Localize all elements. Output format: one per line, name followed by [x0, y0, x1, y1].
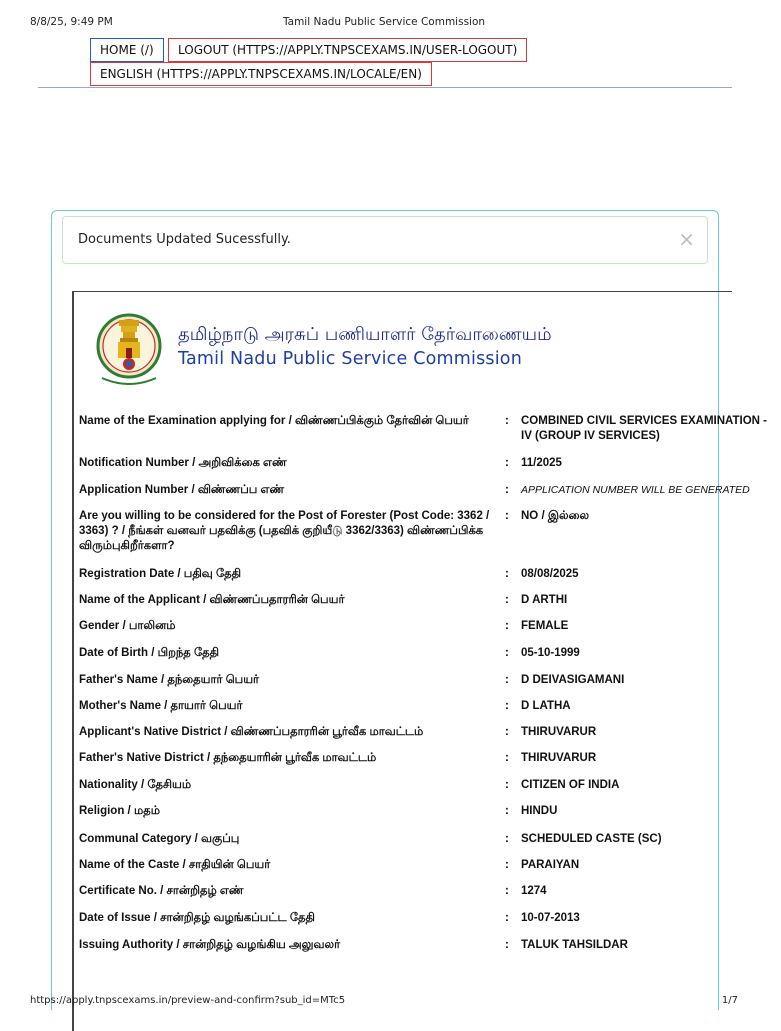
field-value: APPLICATION NUMBER WILL BE GENERATED	[521, 484, 750, 496]
field-separator: :	[505, 885, 509, 897]
print-footer	[30, 995, 738, 1009]
field-value: D LATHA	[521, 700, 571, 712]
detail-row-issuing-authority	[79, 938, 779, 964]
detail-row-examination	[79, 414, 779, 456]
field-label: Father's Name / தந்தையார் பெயர்	[79, 674, 260, 686]
field-label: Issuing Authority / சான்றிதழ் வழங்கிய அலுவலர்	[79, 939, 341, 951]
detail-row-certificate-number	[79, 884, 779, 911]
tnpsc-logo-header	[74, 292, 732, 392]
nav-english-locale-link[interactable]: ENGLISH (HTTPS://APPLY.TNPSCEXAMS.IN/LOCALE/EN)	[90, 62, 432, 86]
detail-row-date-of-birth	[79, 646, 779, 673]
field-separator: :	[505, 833, 509, 845]
logo-tamil-title: தமிழ்நாடு அரசுப் பணியாளர் தேர்வாணையம்	[178, 324, 552, 345]
detail-row-gender	[79, 619, 779, 646]
field-value: THIRUVARUR	[521, 752, 597, 764]
field-separator: :	[505, 939, 509, 951]
field-label: Religion / மதம்	[79, 805, 160, 817]
field-label: Are you willing to be considered for the Post of Forester (Post Code: 3362 / 3363) ? / நீங்கள் வனவர் பதவிக்கு (பதவிக் குறியீடு 3362/3363) விண்ணப்பிக்க விரும்புகிறீர்களா?	[79, 510, 490, 552]
nav-divider	[38, 87, 732, 88]
field-value: SCHEDULED CASTE (SC)	[521, 833, 662, 845]
field-separator: :	[505, 726, 509, 738]
field-value: CITIZEN OF INDIA	[521, 779, 620, 791]
detail-row-religion	[79, 804, 779, 832]
detail-row-registration-date	[79, 567, 779, 593]
detail-row-caste-name	[79, 858, 779, 884]
tamil-nadu-emblem-icon	[96, 308, 162, 390]
field-value: 11/2025	[521, 457, 562, 469]
field-separator: :	[505, 700, 509, 712]
close-icon[interactable]: ×	[678, 227, 695, 251]
field-value: TALUK TAHSILDAR	[521, 939, 628, 951]
print-datetime: 8/8/25, 9:49 PM	[30, 16, 113, 28]
detail-row-forester	[79, 509, 779, 567]
detail-row-applicant-native-district	[79, 725, 779, 751]
field-label: Name of the Caste / சாதியின் பெயர்	[79, 859, 271, 871]
detail-row-nationality	[79, 778, 779, 804]
field-separator: :	[505, 457, 509, 469]
field-separator: :	[505, 859, 509, 871]
detail-row-communal-category	[79, 832, 779, 858]
logo-english-title: Tamil Nadu Public Service Commission	[178, 349, 522, 369]
field-value: HINDU	[521, 805, 558, 817]
field-separator: :	[505, 484, 509, 496]
field-label: Name of the Applicant / விண்ணப்பதாரரின் பெயர்	[79, 594, 345, 606]
field-label: Date of Issue / சான்றிதழ் வழங்கப்பட்ட தேதி	[79, 912, 315, 924]
field-label: Certificate No. / சான்றிதழ் எண்	[79, 885, 244, 897]
field-value: 1274	[521, 885, 547, 897]
nav-home-link[interactable]: HOME (/)	[90, 38, 164, 62]
field-separator: :	[505, 647, 509, 659]
field-value: 10-07-2013	[521, 912, 580, 924]
alert-message: Documents Updated Sucessfully.	[78, 232, 291, 247]
print-header	[30, 16, 738, 30]
field-value: D DEIVASIGAMANI	[521, 674, 625, 686]
field-separator: :	[505, 594, 509, 606]
field-separator: :	[505, 674, 509, 686]
application-preview	[72, 291, 767, 1031]
field-value: 08/08/2025	[521, 568, 579, 580]
field-separator: :	[505, 620, 509, 632]
field-label: Name of the Examination applying for / விண்ணப்பிக்கும் தேர்வின் பெயர்	[79, 415, 469, 427]
print-page-number: 1/7	[721, 995, 738, 1006]
field-separator: :	[505, 415, 509, 427]
field-label: Date of Birth / பிறந்த தேதி	[79, 647, 220, 659]
detail-row-father-name	[79, 673, 779, 699]
field-separator: :	[505, 752, 509, 764]
field-separator: :	[505, 568, 509, 580]
field-label: Nationality / தேசியம்	[79, 779, 192, 791]
field-label: Father's Native District / தந்தையாரின் பூர்வீக மாவட்டம்	[79, 752, 377, 764]
field-separator: :	[505, 510, 509, 522]
field-separator: :	[505, 805, 509, 817]
field-label: Registration Date / பதிவு தேதி	[79, 568, 242, 580]
field-value: COMBINED CIVIL SERVICES EXAMINATION - IV (GROUP IV SERVICES)	[521, 415, 767, 442]
field-value: D ARTHI	[521, 594, 568, 606]
field-label: Communal Category / வகுப்பு	[79, 833, 240, 845]
field-value: NO / இல்லை	[521, 510, 589, 522]
detail-row-father-native-district	[79, 751, 779, 778]
field-label: Notification Number / அறிவிக்கை எண்	[79, 457, 287, 469]
detail-row-notification	[79, 456, 779, 483]
detail-row-date-of-issue	[79, 911, 779, 938]
print-page-title: Tamil Nadu Public Service Commission	[282, 16, 486, 28]
field-label: Gender / பாலினம்	[79, 620, 176, 632]
field-value: 05-10-1999	[521, 647, 580, 659]
detail-row-mother-name	[79, 699, 779, 725]
field-separator: :	[505, 912, 509, 924]
field-label: Application Number / விண்ணப்ப எண்	[79, 484, 285, 496]
field-value: FEMALE	[521, 620, 569, 632]
detail-row-applicant-name	[79, 593, 779, 619]
nav-logout-link[interactable]: LOGOUT (HTTPS://APPLY.TNPSCEXAMS.IN/USER-LOGOUT)	[168, 38, 527, 62]
print-url: https://apply.tnpscexams.in/preview-and-confirm?sub_id=MTc5	[30, 995, 346, 1006]
success-alert	[62, 216, 708, 264]
field-label: Applicant's Native District / விண்ணப்பதாரரின் பூர்வீக மாவட்டம்	[79, 726, 424, 738]
application-details	[79, 414, 779, 964]
field-value: THIRUVARUR	[521, 726, 597, 738]
field-separator: :	[505, 779, 509, 791]
detail-row-application-number	[79, 483, 779, 509]
field-label: Mother's Name / தாயார் பெயர்	[79, 700, 243, 712]
field-value: PARAIYAN	[521, 859, 580, 871]
